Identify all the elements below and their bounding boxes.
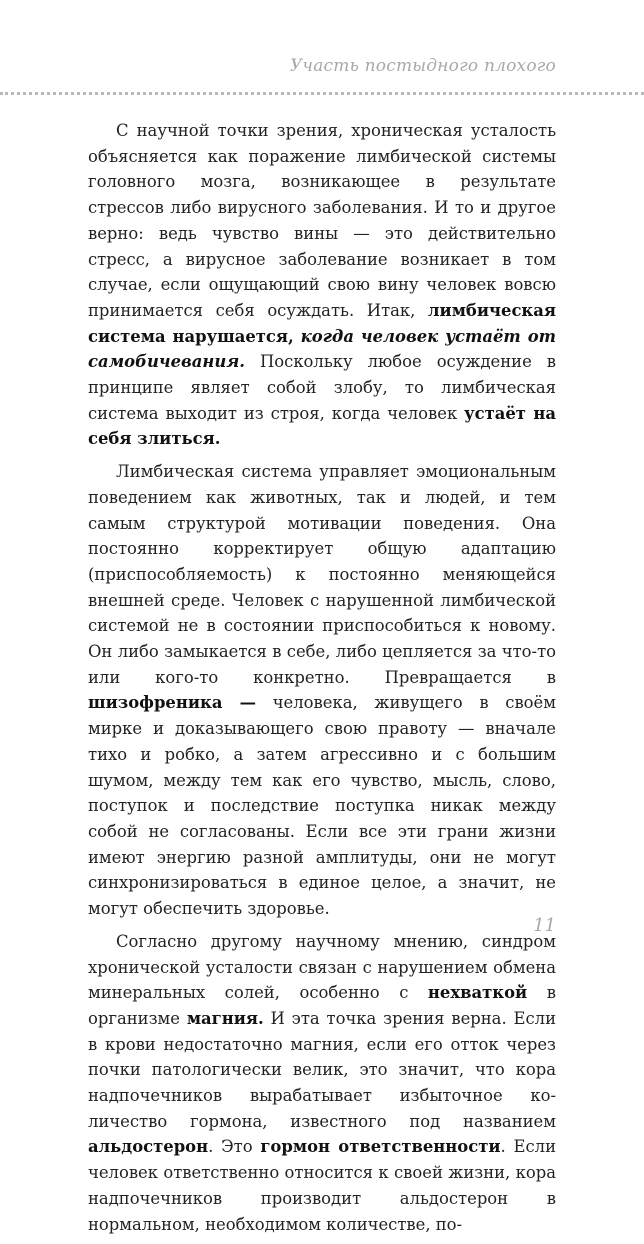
- running-head-title: Участь постыдного плохого: [289, 56, 556, 76]
- body-text: [88, 118, 556, 1244]
- text-run: Лимбическая система управляет эмоциональным поведением как животных, так и людей, и тем самым структурой мотивации поведения. Она постоянно корректирует общую адаптацию (приспособляемость) к постоянно меняющейся внешней среде. Человек с нарушенной лимбической системой не в состоянии приспособиться к новому. Он либо замыкается в себе, либо цепляется за что-то или кого-то конкретно. Превращается в: [88, 462, 556, 687]
- emphasis-bold: альдостерон: [88, 1137, 209, 1157]
- emphasis-bold: устаёт на себя злиться.: [88, 403, 556, 449]
- emphasis-bold: шизофреника —: [88, 693, 257, 713]
- text-run: . Это: [208, 1137, 261, 1157]
- dotted-header-rule: [0, 92, 644, 95]
- paragraph-3: [88, 929, 556, 1237]
- text-run: Согласно другому научному мнению, синдром хронической усталости связан с нарушением обмена минеральных солей, особенно с: [88, 931, 556, 1003]
- emphasis-bold: гормон ответственности: [260, 1137, 501, 1157]
- emphasis-bold-italic: когда человек устаёт от самобичевания.: [88, 326, 556, 372]
- text-run: человека, живущего в своём мирке и доказывающего свою правоту — вначале тихо и робко, а затем агрессивно и с большим шумом, между тем как его чувство, мысль, слово, поступок и последствие поступка никак между собой не согласованы. Если все эти грани жизни имеют энергию разной амплитуды, они не могут синхронизироваться в единое целое, а значит, не могут обеспечить здоровье.: [88, 693, 556, 919]
- page-number: 11: [533, 915, 556, 936]
- emphasis-bold: лимбическая система нарушается,: [88, 300, 556, 346]
- paragraph-2: [88, 459, 556, 922]
- text-run: С научной точки зрения, хроническая усталость объясняется как поражение лимбической системы головного мозга, возникающее в результате стрессов либо вирусного заболевания. И то и другое верно: ведь чувство вины — это действительно стресс, а вирусное заболевание возникает в том случае, если ощущающий свою вину человек вовсю принимается себя осуждать. Итак,: [88, 121, 556, 320]
- text-run: И эта точка зрения верна. Если в крови недостаточно магния, если его отток через почки патологически велик, это значит, что кора надпочечников вырабатывает избыточное количество гормона, известного под названием: [88, 1008, 556, 1131]
- text-run: . Если человек ответственно относится к своей жизни, кора надпочечников производит альдостерон в нормальном, необходимом количестве, по-: [88, 1137, 556, 1234]
- emphasis-bold: магния.: [186, 1008, 264, 1028]
- paragraph-1: [88, 118, 556, 452]
- text-run: Поскольку любое осуждение в принципе являет собой злобу, то лимбическая система выходит из строя, когда человек: [88, 352, 556, 423]
- text-run: в организме: [88, 983, 556, 1028]
- emphasis-bold: нехваткой: [427, 983, 528, 1003]
